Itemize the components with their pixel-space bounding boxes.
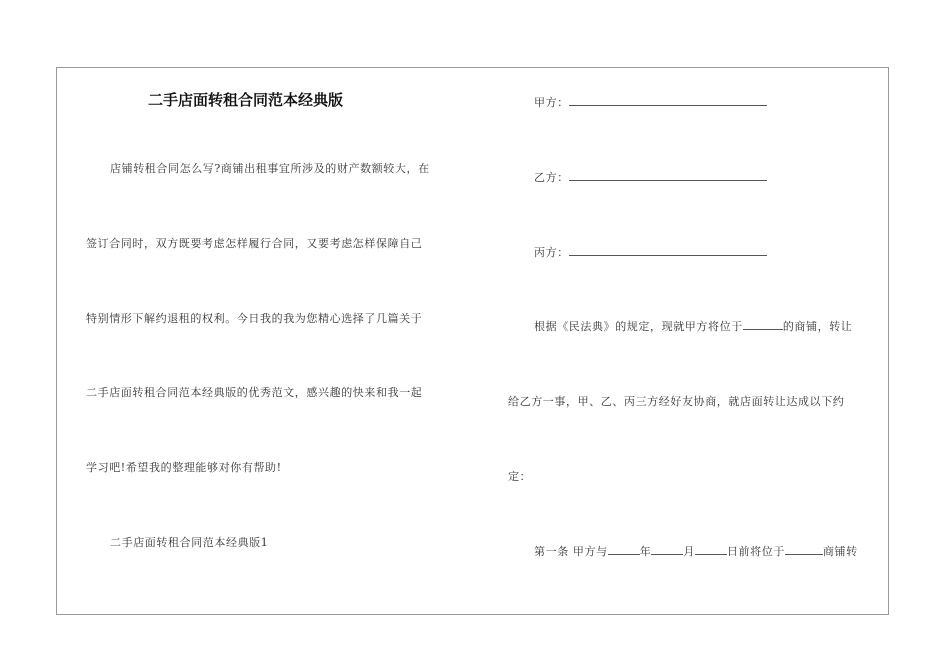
page-border	[56, 67, 889, 615]
document-title: 二手店面转租合同范本经典版	[148, 91, 344, 109]
paragraph-line-4: 二手店面转租合同范本经典版的优秀范文，感兴趣的快来和我一起	[86, 386, 423, 399]
shop-location-blank	[785, 543, 823, 555]
party-c-line	[534, 244, 767, 260]
article-1-start: 第一条 甲方与	[534, 545, 608, 558]
party-a-blank	[569, 94, 767, 106]
article-1-line	[534, 543, 858, 559]
party-a-label: 甲方：	[534, 96, 569, 109]
party-c-label: 丙方：	[534, 246, 569, 259]
party-a-line	[534, 94, 767, 110]
paragraph-line-3: 特别情形下解约退租的权利。今日我的我为您精心选择了几篇关于	[86, 312, 423, 325]
party-b-line	[534, 169, 767, 185]
year-label: 年	[639, 545, 652, 558]
day-blank	[695, 543, 727, 555]
intro-line-1-end: 的商铺，转让	[782, 320, 853, 333]
party-c-blank	[569, 244, 767, 256]
paragraph-line-1: 店铺转租合同怎么写?商铺出租事宜所涉及的财产数额较大，在	[110, 162, 430, 175]
intro-line-1	[534, 318, 852, 334]
month-blank	[651, 543, 683, 555]
paragraph-line-5: 学习吧!希望我的整理能够对你有帮助!	[86, 461, 282, 474]
location-blank	[743, 318, 783, 330]
intro-line-1-start: 根据《民法典》的规定，现就甲方将位于	[534, 320, 743, 333]
year-blank	[608, 543, 640, 555]
section-heading: 二手店面转租合同范本经典版1	[110, 536, 269, 549]
intro-line-3: 定：	[508, 470, 532, 483]
intro-line-2: 给乙方一事，甲、乙、丙三方经好友协商，就店面转让达成以下约	[508, 395, 845, 408]
month-label: 月	[683, 545, 695, 558]
party-b-blank	[569, 169, 767, 181]
article-1-end: 商铺转	[822, 545, 858, 558]
article-1-middle: 日前将位于	[726, 545, 785, 558]
party-b-label: 乙方：	[534, 171, 569, 184]
paragraph-line-2: 签订合同时，双方既要考虑怎样履行合同，又要考虑怎样保障自己	[86, 237, 423, 250]
